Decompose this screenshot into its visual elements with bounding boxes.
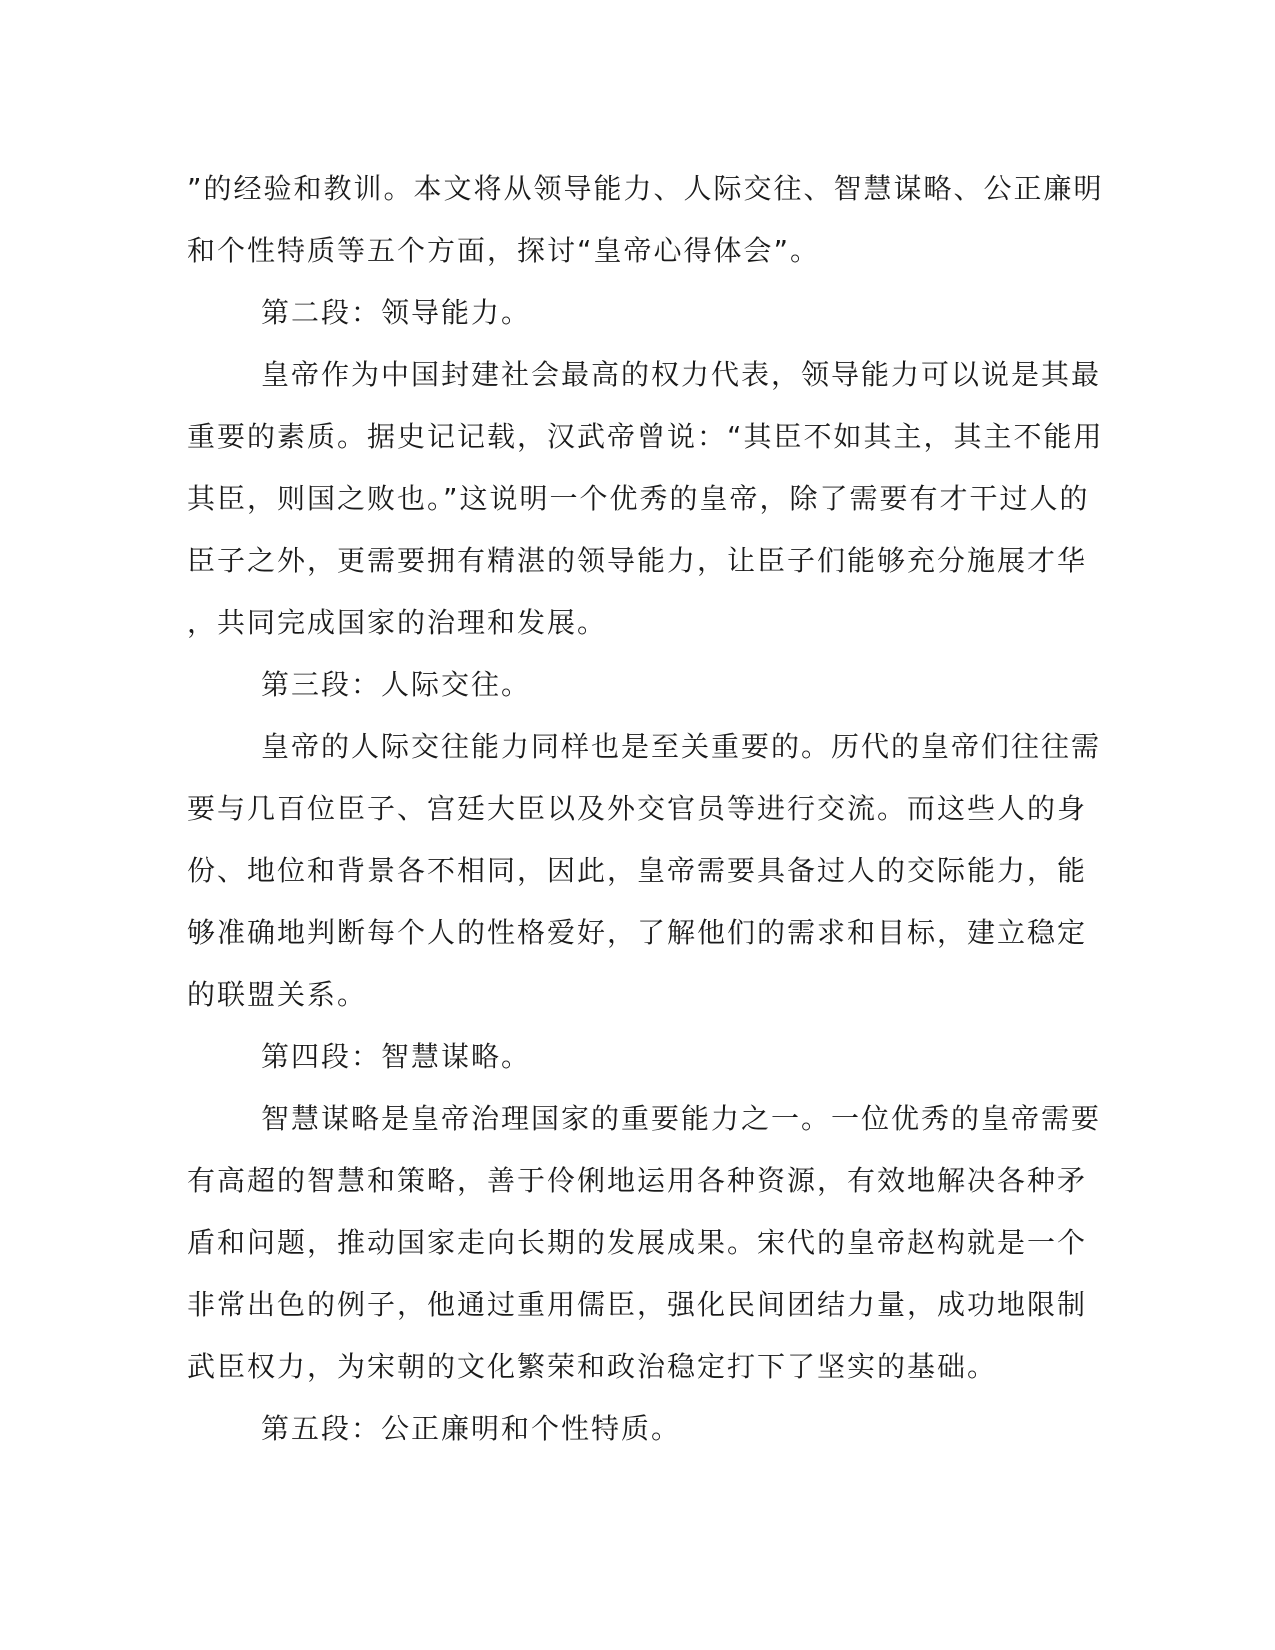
text-line: 第二段：领导能力。: [261, 296, 532, 329]
text-line: 要与几百位臣子、宫廷大臣以及外交官员等进行交流。而这些人的身: [187, 792, 1088, 825]
text-line: 其臣，则国之败也。”这说明一个优秀的皇帝，除了需要有才干过人的: [187, 482, 1090, 515]
section-heading-wisdom: [187, 1026, 1067, 1088]
text-line: 第三段：人际交往。: [261, 668, 532, 701]
section-heading-interpersonal: [187, 654, 1067, 716]
text-line: 武臣权力，为宋朝的文化繁荣和政治稳定打下了坚实的基础。: [187, 1350, 998, 1383]
paragraph-leadership: [187, 344, 1104, 654]
text-line: 的联盟关系。: [187, 978, 368, 1011]
document-body: [187, 158, 1104, 1460]
text-line: 和个性特质等五个方面，探讨“皇帝心得体会”。: [187, 234, 821, 267]
text-line: 第五段：公正廉明和个性特质。: [261, 1412, 682, 1445]
text-line: 盾和问题，推动国家走向长期的发展成果。宋代的皇帝赵构就是一个: [187, 1226, 1088, 1259]
text-line: 有高超的智慧和策略，善于伶俐地运用各种资源，有效地解决各种矛: [187, 1164, 1088, 1197]
text-line: ”的经验和教训。本文将从领导能力、人际交往、智慧谋略、公正廉明: [187, 172, 1104, 205]
paragraph-interpersonal: [187, 716, 1102, 1026]
text-line: 够准确地判断每个人的性格爱好，了解他们的需求和目标，建立稳定: [187, 916, 1088, 949]
section-heading-integrity: [187, 1398, 1067, 1460]
text-line: 重要的素质。据史记记载，汉武帝曾说：“其臣不如其主，其主不能用: [187, 420, 1104, 453]
text-line: 第四段：智慧谋略。: [261, 1040, 532, 1073]
paragraph-intro-continuation: [187, 158, 1104, 282]
paragraph-wisdom: [187, 1088, 1102, 1398]
text-line: 智慧谋略是皇帝治理国家的重要能力之一。一位优秀的皇帝需要: [261, 1102, 1102, 1135]
text-line: 臣子之外，更需要拥有精湛的领导能力，让臣子们能够充分施展才华: [187, 544, 1088, 577]
section-heading-leadership: [187, 282, 1067, 344]
text-line: 非常出色的例子，他通过重用儒臣，强化民间团结力量，成功地限制: [187, 1288, 1088, 1321]
text-line: ，共同完成国家的治理和发展。: [187, 606, 608, 639]
text-line: 皇帝的人际交往能力同样也是至关重要的。历代的皇帝们往往需: [261, 730, 1102, 763]
text-line: 份、地位和背景各不相同，因此，皇帝需要具备过人的交际能力，能: [187, 854, 1088, 887]
text-line: 皇帝作为中国封建社会最高的权力代表，领导能力可以说是其最: [261, 358, 1102, 391]
